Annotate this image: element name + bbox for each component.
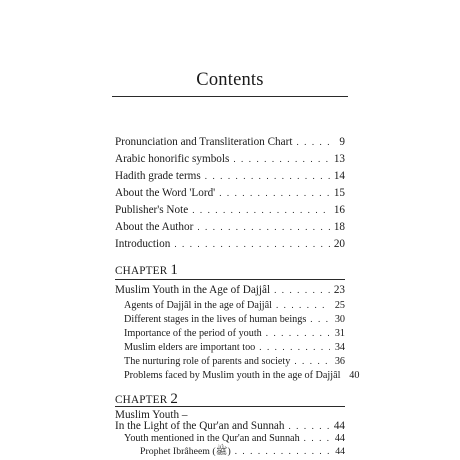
toc-entry-label: About the Word 'Lord' bbox=[115, 187, 216, 199]
toc-page-number: 44 bbox=[333, 420, 345, 432]
toc-section-elders[interactable] bbox=[124, 343, 345, 353]
toc-page-number: 16 bbox=[333, 204, 345, 216]
toc-page-number: 31 bbox=[334, 328, 345, 339]
leader-dots bbox=[276, 301, 330, 310]
chapter-2-rule bbox=[115, 406, 345, 407]
leader-dots bbox=[233, 155, 330, 164]
toc-entry-hadith-grades[interactable] bbox=[115, 171, 345, 182]
toc-entry-chapter-1[interactable] bbox=[115, 285, 345, 296]
toc-section-stages[interactable] bbox=[124, 315, 345, 325]
chapter-word: CHAPTER bbox=[115, 265, 168, 277]
toc-entry-label: Hadith grade terms bbox=[115, 170, 201, 182]
toc-page-number: 23 bbox=[333, 284, 345, 296]
leader-dots bbox=[296, 138, 330, 147]
toc-page-number: 40 bbox=[349, 370, 360, 381]
leader-dots bbox=[197, 223, 330, 232]
toc-entry-label: Importance of the period of youth bbox=[124, 328, 262, 339]
toc-page-number: 15 bbox=[333, 187, 345, 199]
leader-dots bbox=[304, 434, 330, 443]
toc-entry-pronunciation[interactable] bbox=[115, 137, 345, 148]
toc-entry-label: Introduction bbox=[115, 238, 171, 250]
toc-page-number: 44 bbox=[335, 446, 345, 457]
chapter-number: 1 bbox=[170, 262, 179, 278]
toc-entry-about-author[interactable] bbox=[115, 222, 345, 233]
toc-entry-label: The nurturing role of parents and society bbox=[124, 356, 291, 367]
leader-dots bbox=[266, 329, 330, 338]
toc-entry-label: Publisher's Note bbox=[115, 204, 189, 216]
toc-subsection-ibraheem[interactable] bbox=[140, 447, 345, 457]
toc-entry-label: Arabic honorific symbols bbox=[115, 153, 230, 165]
toc-entry-about-lord[interactable] bbox=[115, 188, 345, 199]
toc-entry-label: Youth mentioned in the Qur'an and Sunnah bbox=[124, 433, 300, 444]
leader-dots bbox=[205, 172, 330, 181]
toc-entry-introduction[interactable] bbox=[115, 239, 345, 250]
leader-dots bbox=[310, 315, 330, 324]
toc-section-youth-mentioned[interactable] bbox=[124, 434, 345, 444]
toc-entry-publishers-note[interactable] bbox=[115, 205, 345, 216]
leader-dots bbox=[259, 343, 330, 352]
chapter-number: 2 bbox=[170, 391, 179, 407]
leader-dots bbox=[274, 286, 330, 295]
toc-entry-chapter-2-line1[interactable]: Muslim Youth – bbox=[115, 409, 188, 421]
toc-page-number: 9 bbox=[339, 136, 345, 148]
toc-page-number: 36 bbox=[334, 356, 345, 367]
toc-entry-chapter-2[interactable] bbox=[115, 421, 345, 432]
toc-entry-honorifics[interactable] bbox=[115, 154, 345, 165]
chapter-1-rule bbox=[115, 279, 345, 280]
toc-page-number: 13 bbox=[333, 153, 345, 165]
leader-dots bbox=[235, 447, 330, 456]
toc-entry-label: Agents of Dajjâl in the age of Dajjâl bbox=[124, 300, 272, 311]
toc-entry-label: About the Author bbox=[115, 221, 194, 233]
toc-page-number: 44 bbox=[334, 433, 345, 444]
leader-dots bbox=[288, 422, 330, 431]
page-title: Contents bbox=[196, 70, 264, 90]
toc-section-agents[interactable] bbox=[124, 301, 345, 311]
toc-section-youth-period[interactable] bbox=[124, 329, 345, 339]
chapter-word: CHAPTER bbox=[115, 394, 168, 406]
toc-entry-label: Muslim elders are important too bbox=[124, 342, 256, 353]
toc-page-number: 30 bbox=[334, 314, 345, 325]
chapter-1-heading bbox=[115, 262, 178, 279]
toc-page-number: 25 bbox=[334, 300, 345, 311]
toc-entry-label: Problems faced by Muslim youth in the age of Dajjâl bbox=[124, 370, 341, 381]
toc-entry-label: Pronunciation and Transliteration Chart bbox=[115, 136, 293, 148]
toc-page-number: 18 bbox=[333, 221, 345, 233]
toc-entry-label: Prophet Ibrâheem (ﷺ) bbox=[140, 446, 231, 457]
toc-page-number: 20 bbox=[333, 238, 345, 250]
toc-entry-label: In the Light of the Qur'an and Sunnah bbox=[115, 420, 285, 432]
toc-page-number: 34 bbox=[334, 342, 345, 353]
leader-dots bbox=[294, 357, 330, 366]
toc-section-problems[interactable] bbox=[124, 370, 360, 381]
toc-section-nurturing[interactable] bbox=[124, 357, 345, 367]
leader-dots bbox=[192, 206, 330, 215]
toc-page-number: 14 bbox=[333, 170, 345, 182]
leader-dots bbox=[219, 189, 330, 198]
leader-dots bbox=[174, 240, 330, 249]
toc-entry-label: Different stages in the lives of human beings bbox=[124, 314, 307, 325]
toc-entry-label: Muslim Youth in the Age of Dajjâl bbox=[115, 284, 271, 296]
